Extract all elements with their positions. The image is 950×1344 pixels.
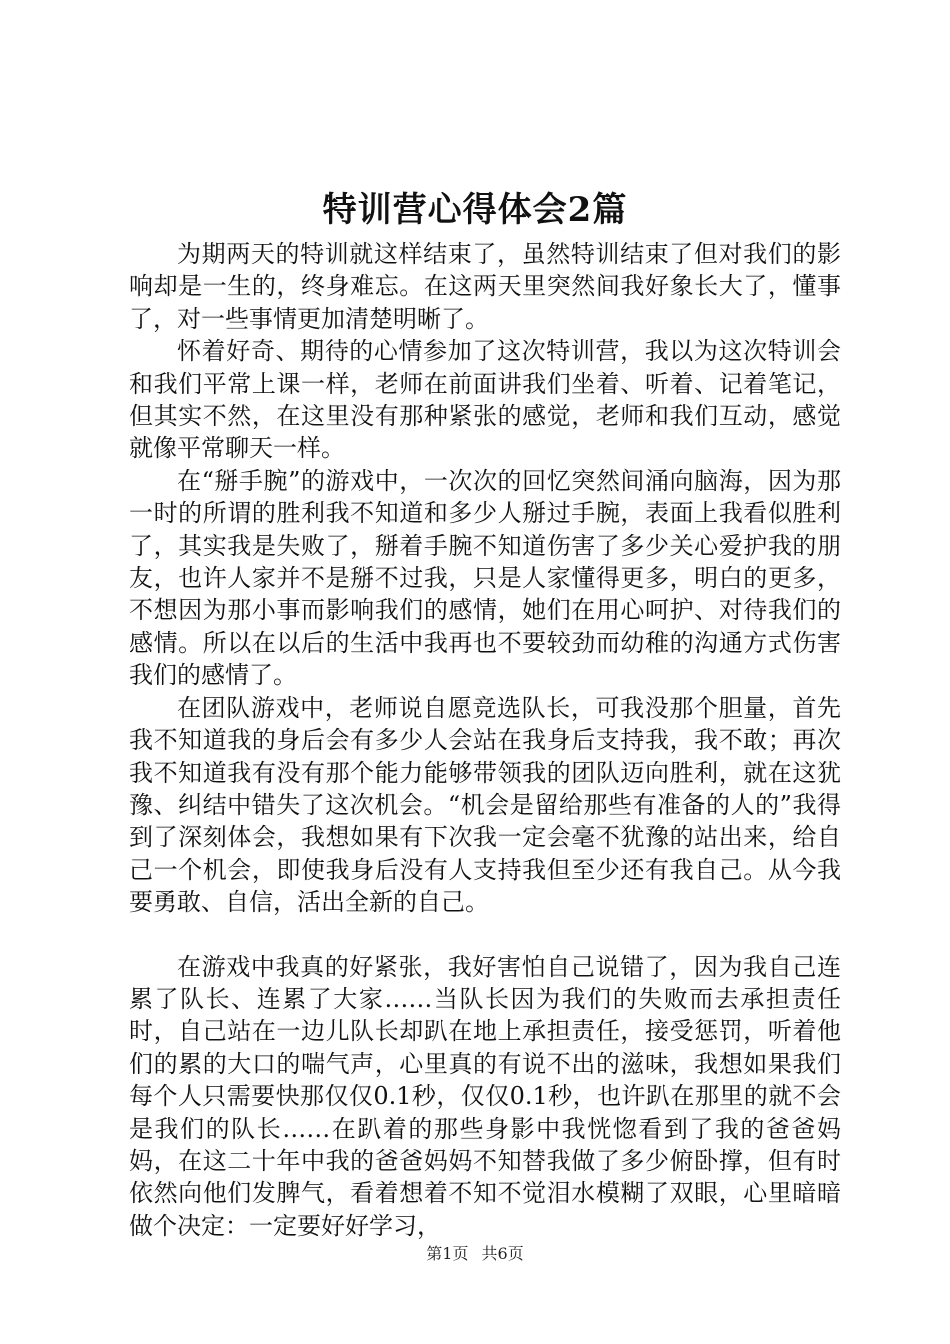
- page-title: 特训营心得体会2篇: [322, 190, 628, 230]
- paragraph: 在“掰手腕”的游戏中，一次次的回忆突然间涌向脑海，因为那一时的所谓的胜利我不知道和多少人掰过手腕，表面上我看似胜利了，其实我是失败了，掰着手腕不知道伤害了多少关心爱护我的朋友，也许人家并不是掰不过我，只是人家懂得更多，明白的更多，不想因为那小事而影响我们的感情，她们在用心呵护、对待我们的感情。所以在以后的生活中我再也不要较劲而幼稚的沟通方式伤害我们的感情了。: [129, 466, 841, 690]
- paragraph: 怀着好奇、期待的心情参加了这次特训营，我以为这次特训会和我们平常上课一样，老师在前面讲我们坐着、听着、记着笔记，但其实不然，在这里没有那种紧张的感觉，老师和我们互动，感觉就像平常聊天一样。: [129, 337, 841, 463]
- page-footer: [0, 1243, 950, 1265]
- paragraph: 在团队游戏中，老师说自愿竞选队长，可我没那个胆量，首先我不知道我的身后会有多少人会站在我身后支持我，我不敢；再次我不知道我有没有那个能力能够带领我的团队迈向胜利，就在这犹豫、纠结中错失了这次机会。“机会是留给那些有准备的人的”我得到了深刻体会，我想如果有下次我一定会毫不犹豫的站出来，给自己一个机会，即使我身后没有人支持我但至少还有我自己。从今我要勇敢、自信，活出全新的自己。: [129, 693, 841, 917]
- page-total: 共6页: [481, 1244, 524, 1263]
- document-body: [129, 238, 841, 1242]
- paragraph: 为期两天的特训就这样结束了，虽然特训结束了但对我们的影响却是一生的，终身难忘。在这两天里突然间我好象长大了，懂事了，对一些事情更加清楚明晰了。: [129, 240, 841, 333]
- paragraph-spacer: [129, 919, 841, 951]
- page-number: 第1页: [426, 1244, 469, 1263]
- paragraph: 在游戏中我真的好紧张，我好害怕自己说错了，因为我自己连累了队长、连累了大家……当队长因为我们的失败而去承担责任时，自己站在一边儿队长却趴在地上承担责任，接受惩罚，听着他们的累的大口的喘气声，心里真的有说不出的滋味，我想如果我们每个人只需要快那仅仅0.1秒，仅仅0.1秒，也许趴在那里的就不会是我们的队长……在趴着的那些身影中我恍惚看到了我的爸爸妈妈，在这二十年中我的爸爸妈妈不知替我做了多少俯卧撑，但有时依然向他们发脾气，看着想着不知不觉泪水模糊了双眼，心里暗暗做个决定：一定要好好学习，: [129, 952, 841, 1240]
